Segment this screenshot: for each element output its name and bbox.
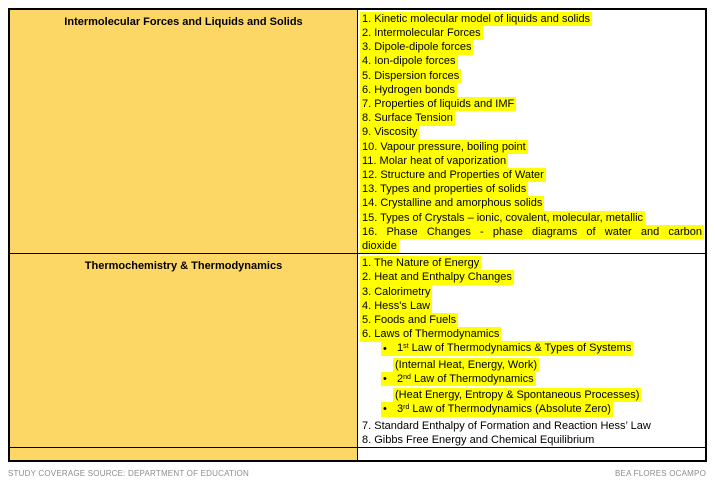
list-item: 13. Types and properties of solids — [362, 183, 527, 196]
list-item: 12. Structure and Properties of Water — [362, 169, 544, 182]
list-item: 2. Intermolecular Forces — [362, 27, 481, 40]
list-item: 6. Hydrogen bonds — [362, 84, 455, 97]
topic-cell — [10, 448, 357, 460]
table-row — [10, 10, 705, 253]
list-item: 8. Gibbs Free Energy and Chemical Equilibrium — [362, 433, 595, 446]
list-item: 3. Dipole-dipole forces — [362, 41, 472, 54]
list-item: 6. Laws of Thermodynamics — [362, 328, 500, 341]
items-cell — [357, 10, 705, 253]
list-item: • 1st Law of Thermodynamics & Types of Systems — [383, 342, 632, 355]
list-item: 3. Calorimetry — [362, 285, 431, 298]
footer-source-text: STUDY COVERAGE SOURCE: DEPARTMENT OF EDUCATION — [8, 469, 249, 478]
list-item: 2. Heat and Enthalpy Changes — [362, 271, 512, 284]
list-item: 14. Crystalline and amorphous solids — [362, 197, 543, 210]
list-item: 1. Kinetic molecular model of liquids and solids — [362, 13, 591, 25]
bullet-icon: • — [383, 342, 387, 355]
topic-title: Thermochemistry & Thermodynamics — [84, 260, 283, 273]
footer-author-text: BEA FLORES OCAMPO — [615, 469, 706, 478]
items-cell — [357, 448, 705, 460]
list-item: 5. Foods and Fuels — [362, 314, 457, 327]
items-cell — [357, 254, 705, 447]
list-item: 16. Phase Changes - phase diagrams of water and carbon — [362, 226, 702, 239]
study-coverage-table — [8, 8, 707, 462]
list-item: 1. The Nature of Energy — [362, 257, 480, 270]
table-row — [10, 253, 705, 447]
footer — [8, 469, 706, 479]
list-item: 11. Molar heat of vaporization — [362, 155, 507, 168]
list-item: (Internal Heat, Energy, Work) — [395, 358, 538, 371]
topic-cell — [10, 254, 357, 447]
list-item: 7. Standard Enthalpy of Formation and Reaction Hess’ Law — [362, 419, 651, 432]
topic-cell — [10, 10, 357, 253]
list-item: 5. Dispersion forces — [362, 69, 460, 82]
list-item: dioxide — [362, 240, 397, 253]
table-row — [10, 447, 705, 460]
bullet-icon: • — [383, 403, 387, 416]
list-item: 4. Hess's Law — [362, 300, 431, 313]
bullet-icon: • — [383, 373, 387, 386]
list-item: 4. Ion-dipole forces — [362, 55, 456, 68]
topic-title: Intermolecular Forces and Liquids and Solids — [64, 16, 303, 28]
list-item: • 3rd Law of Thermodynamics (Absolute Zero) — [383, 403, 611, 416]
list-item: 10. Vapour pressure, boiling point — [362, 140, 526, 153]
list-item: 15. Types of Crystals – ionic, covalent, molecular, metallic — [362, 211, 644, 224]
list-item: 8. Surface Tension — [362, 112, 453, 125]
list-item: • 2nd Law of Thermodynamics — [383, 373, 534, 386]
list-item: 7. Properties of liquids and IMF — [362, 98, 515, 111]
list-item: 9. Viscosity — [362, 126, 418, 139]
list-item: (Heat Energy, Entropy & Spontaneous Processes) — [395, 389, 640, 402]
